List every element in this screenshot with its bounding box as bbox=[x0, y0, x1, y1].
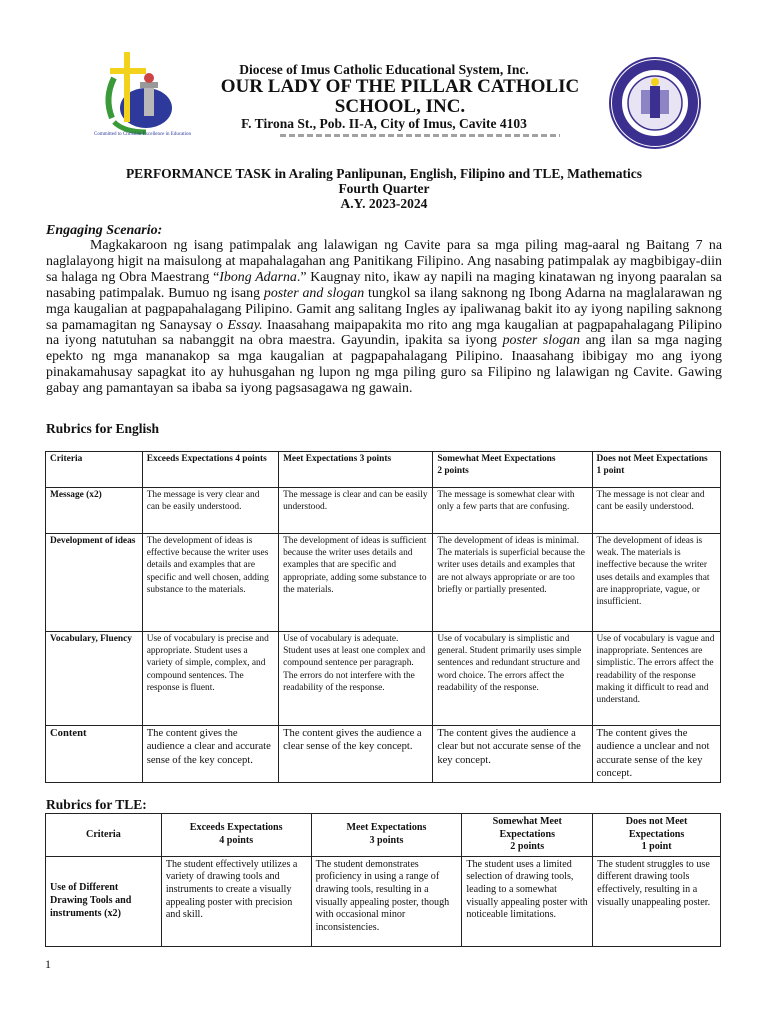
table-cell: The message is not clear and cant be easily understood. bbox=[592, 488, 721, 534]
quarter-line: Fourth Quarter bbox=[338, 181, 430, 196]
table-cell: The student demonstrates proficiency in using a range of drawing tools, resulting in a visually appealing poster, though with occasional minor inconsistencies. bbox=[311, 856, 462, 946]
table-cell: The development of ideas is minimal. The materials is superficial because the writer uses details and examples that are not always appropriate or are too briefly or partially presented. bbox=[433, 534, 592, 632]
table-cell: The content gives the audience a unclear and not accurate sense of the key concept. bbox=[592, 726, 721, 783]
table-cell: The student uses a limited selection of drawing tools, leading to a somewhat visually appealing poster with noticeable limitations. bbox=[462, 856, 593, 946]
table-cell: The content gives the audience a clear and accurate sense of the key concept. bbox=[142, 726, 278, 783]
header-cell: Criteria bbox=[46, 814, 162, 857]
header-cell: Somewhat Meet Expectations 2 points bbox=[433, 452, 592, 488]
table-header-row bbox=[46, 814, 721, 857]
table-row bbox=[46, 534, 721, 632]
english-rubric-table bbox=[45, 451, 721, 783]
criteria-cell: Content bbox=[46, 726, 143, 783]
table-cell: The student struggles to use different drawing tools effectively, resulting in a visually unappealing poster. bbox=[593, 856, 721, 946]
table-cell: The message is clear and can be easily understood. bbox=[279, 488, 433, 534]
school-name: OUR LADY OF THE PILLAR CATHOLIC SCHOOL, INC. bbox=[220, 76, 580, 117]
table-cell: The development of ideas is weak. The materials is ineffective because the writer uses details and examples that are inappropriate, vague, or insufficient. bbox=[592, 534, 721, 632]
table-row bbox=[46, 726, 721, 783]
header-cell: Meet Expectations 3 points bbox=[311, 814, 462, 857]
tle-rubric-heading: Rubrics for TLE: bbox=[46, 797, 147, 812]
table-cell: Use of vocabulary is vague and inappropriate. Sentences are simplistic. The errors affect the readability of the response making it difficult to read and understand. bbox=[592, 632, 721, 726]
table-cell: The development of ideas is sufficient because the writer uses details and examples that are specific and appropriate, adding some substance to the materials. bbox=[279, 534, 433, 632]
school-address: F. Tirona St., Pob. II-A, City of Imus, Cavite 4103 bbox=[241, 116, 527, 131]
table-row bbox=[46, 632, 721, 726]
header-cell: Somewhat Meet Expectations 2 points bbox=[462, 814, 593, 857]
table-cell: Use of vocabulary is simplistic and general. Student primarily uses simple sentences and redundant structure and word choice. The errors affect the readability of the response. bbox=[433, 632, 592, 726]
academic-year-line: A.Y. 2023-2024 bbox=[340, 196, 428, 211]
table-row bbox=[46, 856, 721, 946]
english-rubric-heading: Rubrics for English bbox=[46, 421, 160, 436]
header-cell: Does not Meet Expectations 1 point bbox=[592, 452, 721, 488]
criteria-cell: Development of ideas bbox=[46, 534, 143, 632]
diocese-line: Diocese of Imus Catholic Educational System, Inc. bbox=[239, 62, 529, 77]
tle-rubric-table bbox=[45, 813, 721, 947]
table-cell: The content gives the audience a clear but not accurate sense of the key concept. bbox=[433, 726, 592, 783]
table-cell: Use of vocabulary is adequate. Student uses at least one complex and compound sentence per paragraph. The errors do not interfere with the readability of the response. bbox=[279, 632, 433, 726]
criteria-cell: Message (x2) bbox=[46, 488, 143, 534]
header-cell: Exceeds Expectations 4 points bbox=[142, 452, 278, 488]
table-cell: The content gives the audience a clear sense of the key concept. bbox=[279, 726, 433, 783]
header-cell: Meet Expectations 3 points bbox=[279, 452, 433, 488]
table-cell: The development of ideas is effective because the writer uses details and examples that are specific and well chosen, adding substance to the materials. bbox=[142, 534, 278, 632]
table-cell: Use of vocabulary is precise and appropriate. Student uses a variety of simple, complex, and compound sentences. The response is fluent. bbox=[142, 632, 278, 726]
task-title: PERFORMANCE TASK in Araling Panlipunan, English, Filipino and TLE, Mathematics bbox=[125, 166, 643, 181]
table-row bbox=[46, 488, 721, 534]
scenario-heading: Engaging Scenario: bbox=[46, 223, 163, 238]
header-cell: Exceeds Expectations 4 points bbox=[161, 814, 311, 857]
table-cell: The student effectively utilizes a variety of drawing tools and instruments to create a visually appealing poster with precision and skill. bbox=[161, 856, 311, 946]
scenario-paragraph: Magkakaroon ng isang patimpalak ang lalawigan ng Cavite para sa mga piling mag-aaral ng Baitang 7 na naglalayong higit na maisulong at mapahalagahan ang Panitikang Filipino. Ang nasabing patimpalak ay magbibigay-diin sa halaga ng Obra Maestrang “Ibong Adarna.” Kaugnay nito, ikaw ay napili na maging kinatawan ng inyong paaralan sa nasabing patimpalak. Bumuo ng isang poster and slogan tungkol sa ilang saknong ng Ibong Adarna na maglalarawan ng mga kaugalian at pagpapahalagang Pilipino. Gamit ang salitang Ingles ay ipaliwanag bakit ito ay iyong napiling saknong sa pamamagitan ng Sanaysay o Essay. Inaasahang maipapakita mo rito ang mga kaugalian at pagpapahalagang Pilipino na iyong natutuhan sa nabanggit na obra maestra. Gayundin, ipakita sa iyong poster slogan ang ilan sa mga naging epekto ng mga mananakop sa mga kaugalian at pagpapahalagang Pilipino. Inaasahang ibibigay mo ang iyong pinakamahusay sapagkat ito ay huhusgahan ng lupon ng mga piling guro sa Filipino ng lalawigan ng Cavite. Gawing gabay ang pamantayan sa ibaba sa iyong pagsasagawa ng gawain. bbox=[46, 238, 723, 397]
criteria-cell: Vocabulary, Fluency bbox=[46, 632, 143, 726]
page-number: 1 bbox=[45, 957, 51, 971]
table-cell: The message is somewhat clear with only a few parts that are confusing. bbox=[433, 488, 592, 534]
table-cell: The message is very clear and can be easily understood. bbox=[142, 488, 278, 534]
cut-off-header-line bbox=[280, 132, 560, 138]
header-cell: Criteria bbox=[46, 452, 143, 488]
logo-motto: Committed to Christian Excellence in Education bbox=[94, 132, 192, 137]
table-header-row bbox=[46, 452, 721, 488]
header-cell: Does not Meet Expectations 1 point bbox=[593, 814, 721, 857]
criteria-cell: Use of Different Drawing Tools and instruments (x2) bbox=[46, 856, 162, 946]
